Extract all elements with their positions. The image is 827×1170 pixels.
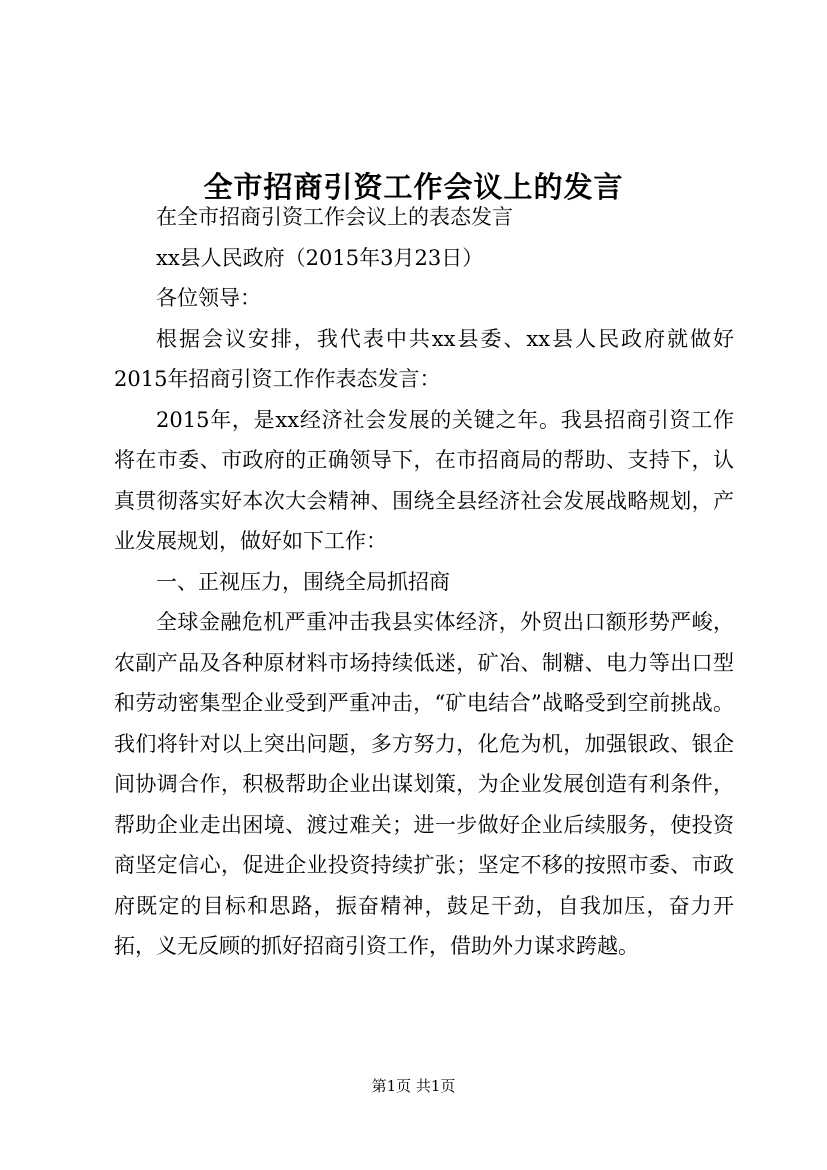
subtitle-paragraph: 在全市招商引资工作会议上的表态发言 [156, 205, 513, 229]
body-paragraph: 2015年，是xx经济社会发展的关键之年。我县招商引资工作将在市委、市政府的正确领导下，在市招商局的帮助、支持下，认真贯彻落实好本次大会精神、围绕全县经济社会发展战略规划，产业发展规划，做好如下工作： [114, 407, 734, 553]
document-title: 全市招商引资工作会议上的发言 [203, 170, 624, 205]
document-body [114, 197, 734, 967]
issuer-date-paragraph: xx县人民政府（2015年3月23日） [156, 245, 484, 270]
body-paragraph: 全球金融危机严重冲击我县实体经济，外贸出口额形势严峻，农副产品及各种原材料市场持续低迷，矿冶、制糖、电力等出口型和劳动密集型企业受到严重冲击，“矿电结合”战略受到空前挑战。我们将针对以上突出问题，多方努力，化危为机，加强银政、银企间协调合作，积极帮助企业出谋划策，为企业发展创造有利条件，帮助企业走出困境、渡过难关；进一步做好企业后续服务，使投资商坚定信心，促进企业投资持续扩张；坚定不移的按照市委、市政府既定的目标和思路，振奋精神，鼓足干劲，自我加压，奋力开拓，义无反顾的抓好招商引资工作，借助外力谋求跨越。 [114, 610, 734, 958]
intro-paragraph: 根据会议安排，我代表中共xx县委、xx县人民政府就做好2015年招商引资工作作表态发言： [114, 326, 734, 391]
section-heading: 一、正视压力，围绕全局抓招商 [156, 569, 450, 594]
page-footer: 第1页 共1页 [371, 1077, 456, 1095]
salutation-paragraph: 各位领导： [156, 286, 261, 310]
